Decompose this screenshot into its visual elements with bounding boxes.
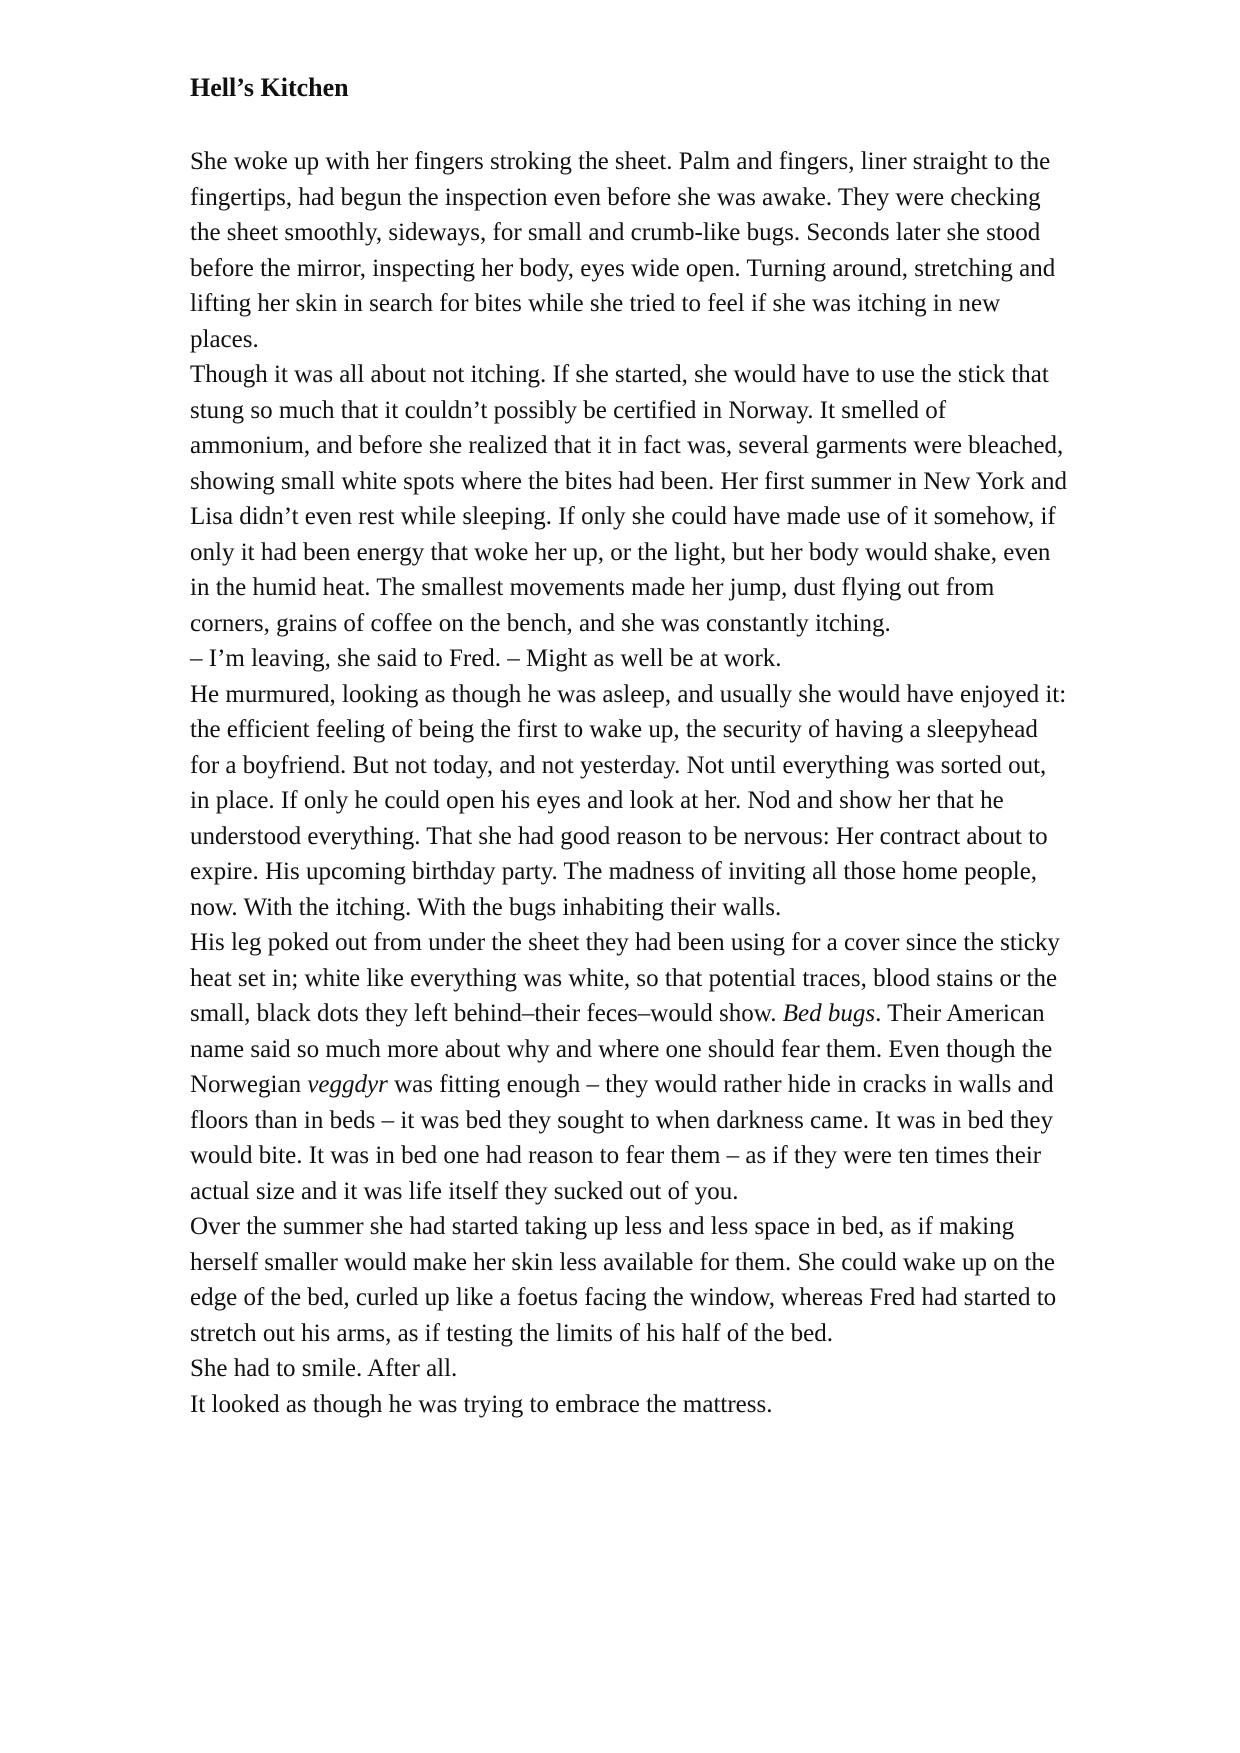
text-run: – I’m leaving, she said to Fred. – Might as well be at work. [190,645,782,672]
text-run: She had to smile. After all. [190,1355,458,1382]
italic-text: Bed bugs [782,1000,876,1027]
text-run: Though it was all about not itching. If she started, she would have to use the stick that stung so much that it couldn’t possibly be certified in Norway. It smelled of ammonium, and before she realized that it in fact was, several garments were bleached, showing small white spots where the bites had been. Her first summer in New York and Lisa didn’t even rest while sleeping. If only she could have made use of it somehow, if only it had been energy that woke her up, or the light, but her body would shake, even in the humid heat. The smallest movements made her jump, dust flying out from corners, grains of coffee on the bench, and she was constantly itching. [190,361,1067,637]
text-run: . Their American name said so much more about why and where one should fear them. Even though the Norwegian [190,1000,1053,1098]
paragraph [190,357,1070,641]
paragraph [190,1351,1070,1387]
paragraph [190,144,1070,357]
text-run: It looked as though he was trying to embrace the mattress. [190,1390,773,1418]
text-run: His leg poked out from under the sheet they had been using for a cover since the sticky heat set in; white like everything was white, so that potential traces, blood stains or the small, black dots they left behind–their feces–would show. [190,929,1060,1027]
text-run: Over the summer she had started taking up less and less space in bed, as if making herself smaller would make her skin less available for them. She could wake up on the edge of the bed, curled up like a foetus facing the window, whereas Fred had started to stretch out his arms, as if testing the limits of his half of the bed. [190,1213,1057,1347]
paragraph [190,1387,1070,1423]
document-page [190,72,1070,1422]
paragraph [190,1209,1070,1351]
italic-text: veggdyr [307,1071,388,1098]
text-run: She woke up with her fingers stroking the sheet. Palm and fingers, liner straight to the fingertips, had begun the inspection even before she was awake. They were checking the sheet smoothly, sideways, for small and crumb-like bugs. Seconds later she stood before the mirror, inspecting her body, eyes wide open. Turning around, stretching and lifting her skin in search for bites while she tried to feel if she was itching in new places. [190,148,1056,353]
paragraph [190,677,1070,926]
document-title: Hell’s Kitchen [190,73,349,102]
text-run: He murmured, looking as though he was asleep, and usually she would have enjoyed it: the efficient feeling of being the first to wake up, the security of having a sleepyhead for a boyfriend. But not today, and not yesterday. Not until everything was sorted out, in place. If only he could open his eyes and look at her. Nod and show her that he understood everything. That she had good reason to be nervous: Her contract about to expire. His upcoming birthday party. The madness of inviting all those home people, now. With the itching. With the bugs inhabiting their walls. [190,680,1067,921]
paragraph [190,925,1070,1209]
document-body [190,144,1070,1422]
text-run: was fitting enough – they would rather hide in cracks in walls and floors than in beds – it was bed they sought to when darkness came. It was in bed they would bite. It was in bed one had reason to fear them – as if they were ten times their actual size and it was life itself they sucked out of you. [190,1071,1054,1205]
paragraph [190,641,1070,677]
